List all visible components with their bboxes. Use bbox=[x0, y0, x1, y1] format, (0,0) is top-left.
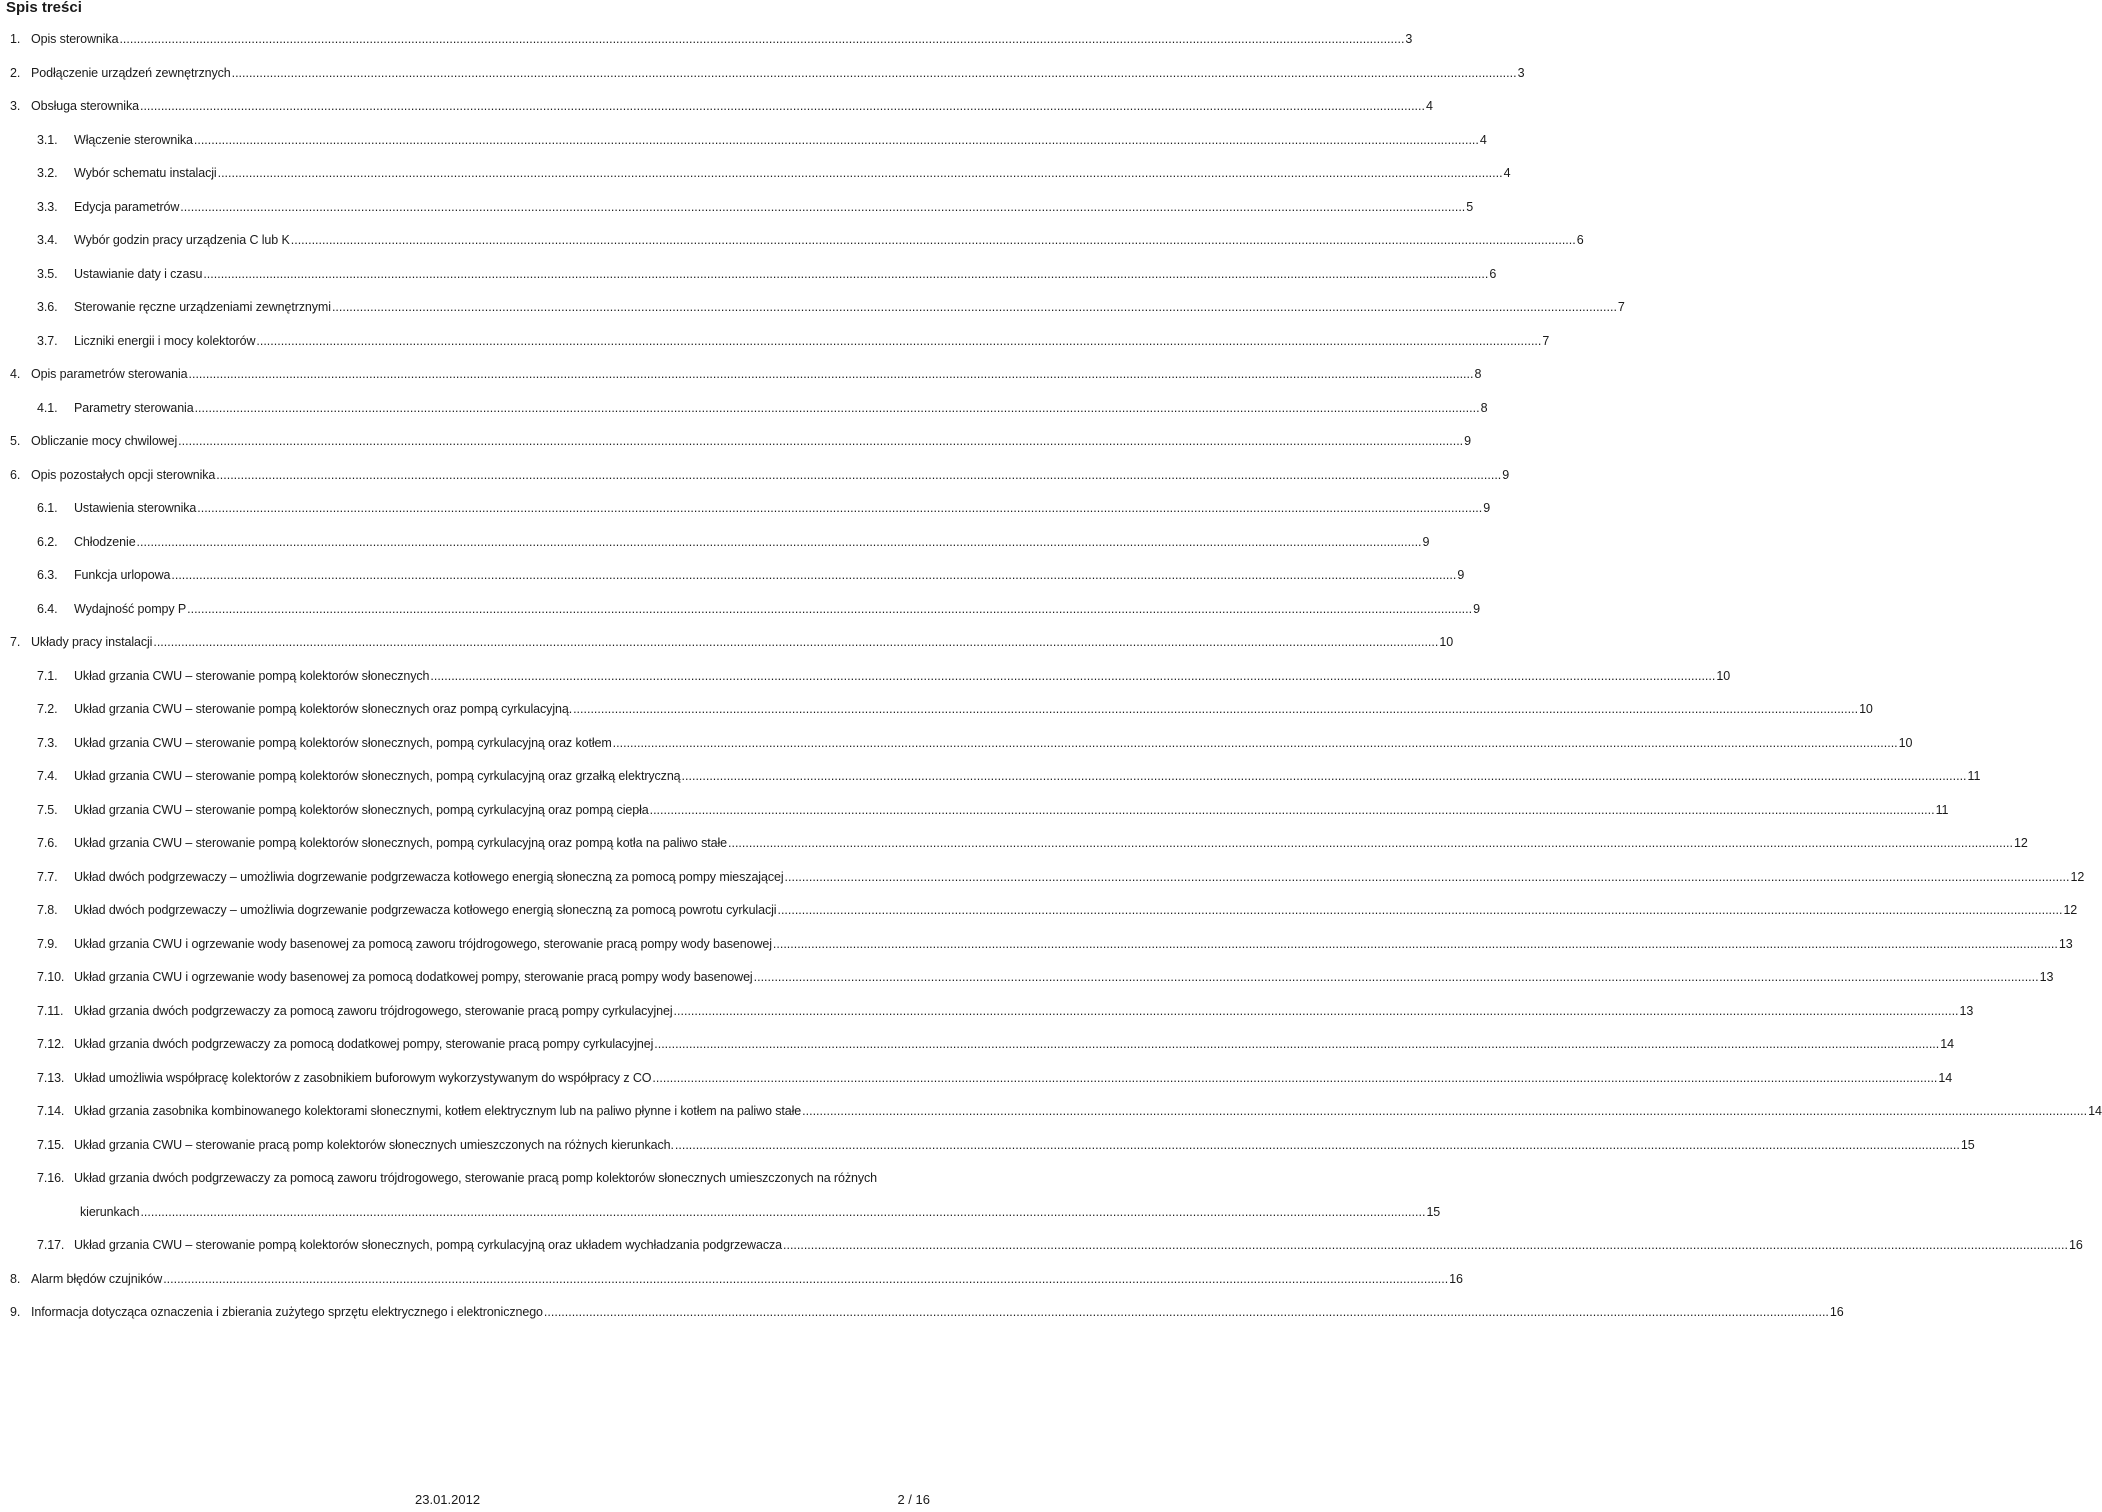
toc-entry-page: 3 bbox=[1405, 32, 1413, 46]
toc-entry-line bbox=[37, 735, 1913, 756]
toc-entry-continuation-line bbox=[80, 1204, 1441, 1225]
toc-dot-leader bbox=[773, 937, 2058, 951]
toc-entry-number: 6.4. bbox=[37, 601, 58, 616]
toc-entry-label[interactable]: Funkcja urlopowa bbox=[74, 568, 171, 582]
toc-entry-label[interactable]: Układ grzania CWU – sterowanie pompą kolektorów słonecznych, pompą cyrkulacyjną oraz kotłem bbox=[74, 735, 612, 750]
toc-entry[interactable] bbox=[0, 696, 1873, 730]
toc-entry-line bbox=[37, 300, 1625, 320]
toc-entry-line bbox=[37, 233, 1584, 253]
toc-dot-leader bbox=[785, 870, 2070, 884]
toc-entry-line bbox=[10, 467, 1510, 488]
toc-dot-leader bbox=[180, 200, 1465, 214]
toc-entry-line bbox=[10, 65, 1525, 86]
toc-entry-page: 5 bbox=[1466, 199, 1474, 214]
toc-entry-page: 15 bbox=[1426, 1204, 1441, 1219]
toc-entry[interactable] bbox=[0, 160, 1511, 194]
toc-entry[interactable] bbox=[0, 931, 2073, 965]
toc-entry-label[interactable]: Układ grzania CWU i ogrzewanie wody basenowej za pomocą dodatkowej pompy, sterowanie pracą pompy wody basenowej bbox=[74, 970, 753, 984]
toc-entry-number: 7.15. bbox=[37, 1137, 65, 1152]
toc-entry-line bbox=[37, 802, 1949, 823]
toc-entry-number: 7.7. bbox=[37, 869, 58, 884]
toc-entry-page: 13 bbox=[2039, 970, 2054, 984]
toc-entry-line bbox=[37, 400, 1488, 421]
toc-entry-number: 7.3. bbox=[37, 735, 58, 750]
toc-entry-number: 7.9. bbox=[37, 936, 58, 951]
toc-entry-label[interactable]: Alarm błędów czujników bbox=[31, 1271, 163, 1286]
toc-dot-leader bbox=[675, 1138, 1960, 1152]
toc-entry[interactable] bbox=[0, 1165, 1441, 1232]
toc-entry[interactable] bbox=[0, 730, 1913, 764]
toc-entry-page: 10 bbox=[1439, 635, 1454, 649]
toc-entry-page: 11 bbox=[1967, 769, 1981, 783]
toc-entry-label[interactable]: Układ grzania CWU i ogrzewanie wody basenowej za pomocą zaworu trójdrogowego, sterowanie pracą pompy wody basenowej bbox=[74, 936, 772, 951]
toc-dot-leader bbox=[189, 367, 1474, 381]
toc-entry-page: 16 bbox=[2068, 1238, 2083, 1252]
toc-entry-line bbox=[10, 367, 1482, 387]
toc-entry-number: 6.1. bbox=[37, 501, 58, 515]
toc-entry-page: 6 bbox=[1576, 233, 1584, 247]
toc-entry-number: 7.1. bbox=[37, 668, 58, 683]
toc-entry-page: 4 bbox=[1503, 166, 1511, 180]
toc-entry[interactable] bbox=[0, 194, 1474, 228]
toc-entry[interactable] bbox=[0, 663, 1731, 697]
toc-entry-page: 14 bbox=[1940, 1037, 1954, 1051]
toc-entry-label[interactable]: Ustawianie daty i czasu bbox=[74, 266, 203, 281]
toc-dot-leader bbox=[332, 300, 1617, 314]
toc-entry-number: 6.3. bbox=[37, 568, 58, 582]
toc-entry-label[interactable]: Układ grzania CWU – sterowanie pracą pomp kolektorów słonecznych umieszczonych na różnych kierunkach. bbox=[74, 1137, 674, 1152]
toc-entry-line bbox=[37, 333, 1550, 354]
toc-entry-label[interactable]: Wybór schematu instalacji bbox=[74, 166, 217, 180]
toc-entry-number: 3.2. bbox=[37, 166, 58, 180]
toc-entry-number: 3.4. bbox=[37, 233, 58, 247]
toc-entry-line bbox=[37, 1238, 2083, 1258]
footer-date: 23.01.2012 bbox=[415, 1492, 481, 1507]
toc-entry-line bbox=[37, 501, 1491, 521]
toc-entry[interactable] bbox=[0, 328, 1550, 362]
toc-dot-leader bbox=[754, 970, 2039, 984]
toc-entry-label[interactable]: Układ grzania CWU – sterowanie pompą kolektorów słonecznych, pompą cyrkulacyjną oraz pompą ciepła bbox=[74, 802, 649, 817]
toc-dot-leader bbox=[650, 803, 1935, 817]
toc-entry[interactable] bbox=[0, 294, 1625, 328]
toc-entry-number: 7. bbox=[10, 635, 21, 649]
toc-entry[interactable] bbox=[0, 562, 1465, 596]
toc-entry[interactable] bbox=[0, 462, 1510, 496]
toc-entry-page: 9 bbox=[1473, 601, 1480, 616]
toc-entry-line bbox=[37, 166, 1511, 186]
toc-entry-label[interactable]: Liczniki energii i mocy kolektorów bbox=[74, 333, 256, 348]
toc-entry-line bbox=[10, 635, 1454, 655]
toc-entry-line bbox=[37, 601, 1480, 622]
toc-entry-label[interactable]: Układ grzania CWU – sterowanie pompą kolektorów słonecznych bbox=[74, 668, 430, 683]
toc-entry[interactable] bbox=[0, 1266, 1463, 1300]
toc-entry-line bbox=[37, 1104, 2102, 1124]
toc-entry-number: 7.6. bbox=[37, 836, 58, 850]
toc-entry[interactable] bbox=[0, 261, 1497, 295]
toc-entry-line bbox=[37, 534, 1430, 555]
toc-entry-number: 7.11. bbox=[37, 1003, 64, 1018]
toc-entry[interactable] bbox=[0, 1098, 2102, 1132]
toc-entry-line bbox=[37, 936, 2073, 957]
toc-entry-page: 12 bbox=[2014, 836, 2028, 850]
toc-dot-leader bbox=[203, 267, 1488, 281]
toc-dot-leader bbox=[153, 635, 1438, 649]
toc-entry[interactable] bbox=[0, 428, 1472, 462]
toc-entry-label-continuation[interactable]: kierunkach bbox=[80, 1204, 140, 1219]
toc-dot-leader bbox=[783, 1238, 2068, 1252]
toc-entry[interactable] bbox=[0, 60, 1525, 94]
toc-entry-page: 6 bbox=[1489, 266, 1497, 281]
toc-entry-label[interactable]: Układ grzania CWU – sterowanie pompą kolektorów słonecznych oraz pompą cyrkulacyjną. bbox=[74, 702, 573, 716]
toc-entry-line bbox=[37, 702, 1873, 722]
toc-entry[interactable] bbox=[0, 1132, 1975, 1166]
toc-entry-label[interactable]: Ustawienia sterownika bbox=[74, 501, 197, 515]
toc-entry-line bbox=[37, 1003, 1974, 1024]
toc-dot-leader bbox=[195, 401, 1480, 415]
toc-entry[interactable] bbox=[0, 864, 2085, 898]
toc-entry-number: 7.10. bbox=[37, 970, 65, 984]
toc-entry-number: 3.7. bbox=[37, 333, 58, 348]
toc-entry[interactable] bbox=[0, 227, 1584, 261]
toc-dot-leader bbox=[802, 1104, 2087, 1118]
toc-entry[interactable] bbox=[0, 964, 2054, 998]
toc-entry-label[interactable]: Układ grzania CWU – sterowanie pompą kolektorów słonecznych, pompą cyrkulacyjną oraz układem wychładzania podgrzewacza bbox=[74, 1238, 782, 1252]
toc-entry-line bbox=[37, 568, 1465, 588]
toc-entry[interactable] bbox=[0, 830, 2028, 864]
toc-dot-leader bbox=[178, 434, 1463, 448]
toc-entry-line bbox=[10, 32, 1413, 52]
toc-entry-number: 5. bbox=[10, 434, 21, 448]
toc-entry-page: 3 bbox=[1517, 65, 1525, 80]
toc-entry[interactable] bbox=[0, 1299, 1844, 1333]
toc-entry-line bbox=[37, 199, 1474, 220]
toc-entry-label[interactable]: Układ dwóch podgrzewaczy – umożliwia dogrzewanie podgrzewacza kotłowego energią słoneczną za pomocą powrotu cyrkulacji bbox=[74, 903, 777, 917]
toc-entry[interactable] bbox=[0, 529, 1430, 563]
toc-dot-leader bbox=[171, 568, 1456, 582]
toc-entry-label[interactable]: Układ dwóch podgrzewaczy – umożliwia dogrzewanie podgrzewacza kotłowego energią słoneczną za pomocą pompy mieszającej bbox=[74, 869, 784, 884]
toc-entry-page: 13 bbox=[1959, 1003, 1974, 1018]
toc-entry-label[interactable]: Informacja dotycząca oznaczenia i zbierania zużytego sprzętu elektrycznego i elektronicznego bbox=[31, 1305, 543, 1319]
toc-entry-label[interactable]: Wybór godzin pracy urządzenia C lub K bbox=[74, 233, 290, 247]
toc-entry[interactable] bbox=[0, 361, 1482, 395]
toc-entry[interactable] bbox=[0, 26, 1413, 60]
toc-dot-leader bbox=[216, 468, 1501, 482]
toc-entry[interactable] bbox=[0, 763, 1981, 797]
toc-entry-page: 8 bbox=[1474, 367, 1482, 381]
toc-entry-number: 7.14. bbox=[37, 1104, 65, 1118]
toc-entry-line bbox=[37, 903, 2078, 923]
toc-entry-label[interactable]: Układ grzania CWU – sterowanie pompą kolektorów słonecznych, pompą cyrkulacyjną oraz grzałką elektryczną bbox=[74, 769, 681, 783]
toc-entry-number: 7.2. bbox=[37, 702, 58, 716]
toc-entry[interactable] bbox=[0, 1031, 1954, 1065]
toc-entry[interactable] bbox=[0, 629, 1454, 663]
toc-entry-label[interactable]: Podłączenie urządzeń zewnętrznych bbox=[31, 65, 231, 80]
toc-entry-number: 6.2. bbox=[37, 534, 58, 549]
toc-dot-leader bbox=[137, 535, 1422, 549]
toc-entry[interactable] bbox=[0, 1065, 1953, 1099]
toc-dot-leader bbox=[119, 32, 1404, 46]
toc-entry-page: 7 bbox=[1542, 333, 1550, 348]
toc-entry-page: 11 bbox=[1935, 802, 1949, 817]
toc-entry-line bbox=[37, 1037, 1954, 1057]
toc-entry-number: 7.5. bbox=[37, 802, 58, 817]
toc-dot-leader bbox=[194, 133, 1479, 147]
toc-entry-label[interactable]: Edycja parametrów bbox=[74, 199, 180, 214]
toc-entry[interactable] bbox=[0, 1232, 2083, 1266]
toc-entry-line bbox=[10, 99, 1433, 119]
toc-dot-leader bbox=[652, 1071, 1937, 1085]
toc-dot-leader bbox=[163, 1272, 1448, 1286]
toc-entry-number: 7.16. bbox=[37, 1171, 65, 1185]
toc-dot-leader bbox=[544, 1305, 1829, 1319]
toc-entry-line bbox=[10, 1305, 1844, 1325]
toc-entry-line bbox=[37, 836, 2028, 856]
toc-dot-leader bbox=[197, 501, 1482, 515]
toc-entry-label[interactable]: Układy pracy instalacji bbox=[31, 635, 153, 649]
toc-entry-number: 7.8. bbox=[37, 903, 58, 917]
toc-entry-label[interactable]: Włączenie sterownika bbox=[74, 132, 193, 147]
toc-dot-leader bbox=[140, 1205, 1425, 1219]
toc-dot-leader bbox=[654, 1037, 1939, 1051]
toc-entry-label[interactable]: Opis parametrów sterowania bbox=[31, 367, 188, 381]
toc-entry-page: 14 bbox=[1938, 1070, 1953, 1085]
toc-entry-number: 3.3. bbox=[37, 199, 58, 214]
toc-entry-page: 14 bbox=[2088, 1104, 2102, 1118]
toc-entry-line bbox=[37, 1137, 1975, 1158]
toc-entry-line bbox=[37, 1070, 1953, 1091]
toc-entry-label[interactable]: Układ grzania dwóch podgrzewaczy za pomocą zaworu trójdrogowego, sterowanie pracą pompy cyrkulacyjnej bbox=[74, 1003, 673, 1018]
toc-entry-number: 3.1. bbox=[37, 132, 58, 147]
toc-dot-leader bbox=[232, 66, 1517, 80]
toc-entry-label[interactable]: Chłodzenie bbox=[74, 534, 136, 549]
toc-entry-page: 15 bbox=[1960, 1137, 1975, 1152]
toc-entry-line bbox=[37, 266, 1497, 287]
toc-entry-page: 10 bbox=[1898, 735, 1913, 750]
toc-entry-label[interactable]: Układ grzania CWU – sterowanie pompą kolektorów słonecznych, pompą cyrkulacyjną oraz pompą kotła na paliwo stałe bbox=[74, 836, 728, 850]
toc-entry-label[interactable]: Układ grzania dwóch podgrzewaczy za pomocą zaworu trójdrogowego, sterowanie pracą pomp kolektorów słonecznych umieszczonych na różnych bbox=[74, 1171, 877, 1185]
toc-entry[interactable] bbox=[0, 797, 1949, 831]
toc-entry-page: 4 bbox=[1479, 132, 1487, 147]
toc-entry[interactable] bbox=[0, 93, 1433, 127]
toc-entry-page: 16 bbox=[1829, 1305, 1844, 1319]
toc-entry-page: 4 bbox=[1425, 99, 1433, 113]
toc-entry-number: 7.4. bbox=[37, 769, 58, 783]
toc-dot-leader bbox=[674, 1004, 1959, 1018]
toc-entry-page: 8 bbox=[1480, 400, 1488, 415]
toc-entry[interactable] bbox=[0, 897, 2078, 931]
toc-entry-number: 7.13. bbox=[37, 1070, 65, 1085]
toc-entry-page: 9 bbox=[1422, 534, 1430, 549]
toc-entry-line bbox=[37, 869, 2085, 890]
toc-entry-line bbox=[37, 1171, 929, 1191]
toc-entry-number: 3. bbox=[10, 99, 21, 113]
toc-entry-page: 10 bbox=[1859, 702, 1873, 716]
toc-dot-leader bbox=[187, 602, 1472, 616]
toc-entry-page: 10 bbox=[1716, 668, 1731, 683]
toc-dot-leader bbox=[291, 233, 1576, 247]
toc-entry-page: 9 bbox=[1483, 501, 1491, 515]
toc-entry-number: 3.5. bbox=[37, 266, 58, 281]
toc-dot-leader bbox=[682, 769, 1967, 783]
toc-entry-page: 13 bbox=[2058, 936, 2073, 951]
toc-entry[interactable] bbox=[0, 495, 1491, 529]
toc-entry-number: 9. bbox=[10, 1305, 21, 1319]
toc-entry-label[interactable]: Wydajność pompy P bbox=[74, 601, 187, 616]
toc-entry-page: 9 bbox=[1464, 434, 1472, 448]
toc-entry-page: 12 bbox=[2070, 869, 2085, 884]
toc-entry-page: 7 bbox=[1617, 300, 1625, 314]
toc-entry-label[interactable]: Parametry sterowania bbox=[74, 400, 194, 415]
toc-entry-label[interactable]: Układ grzania zasobnika kombinowanego kolektorami słonecznymi, kotłem elektrycznym lub na paliwo płynne i kotłem na paliwo stałe bbox=[74, 1104, 802, 1118]
toc-entry[interactable] bbox=[0, 596, 1480, 630]
toc-entry-page: 16 bbox=[1449, 1271, 1463, 1286]
toc-entry[interactable] bbox=[0, 127, 1487, 161]
toc-entry-label[interactable]: Obsługa sterownika bbox=[31, 99, 139, 113]
toc-dot-leader bbox=[777, 903, 2062, 917]
toc-entry-line bbox=[37, 769, 1981, 789]
toc-entry-number: 7.12. bbox=[37, 1037, 65, 1051]
toc-entry-label[interactable]: Opis pozostałych opcji sterownika bbox=[31, 467, 216, 482]
toc-entry-page: 9 bbox=[1457, 568, 1465, 582]
toc-entry-page: 12 bbox=[2063, 903, 2078, 917]
toc-entry-label[interactable]: Opis sterownika bbox=[31, 32, 119, 46]
toc-entry-line bbox=[37, 668, 1731, 689]
toc-entry-line bbox=[37, 970, 2054, 990]
toc-dot-leader bbox=[140, 99, 1425, 113]
toc-entry[interactable] bbox=[0, 395, 1488, 429]
toc-entry-label[interactable]: Sterowanie ręczne urządzeniami zewnętrznymi bbox=[74, 300, 331, 314]
toc-entry-number: 1. bbox=[10, 32, 21, 46]
toc-entry[interactable] bbox=[0, 998, 1974, 1032]
toc-entry-number: 3.6. bbox=[37, 300, 58, 314]
toc-entry-number: 6. bbox=[10, 467, 21, 482]
table-of-contents bbox=[0, 26, 2102, 1333]
toc-dot-leader bbox=[218, 166, 1503, 180]
toc-entry-number: 4.1. bbox=[37, 400, 58, 415]
toc-entry-label[interactable]: Układ grzania dwóch podgrzewaczy za pomocą dodatkowej pompy, sterowanie pracą pompy cyrkulacyjnej bbox=[74, 1037, 654, 1051]
toc-dot-leader bbox=[430, 669, 1715, 683]
toc-entry-number: 8. bbox=[10, 1271, 21, 1286]
toc-entry-line bbox=[10, 434, 1472, 454]
toc-entry-number: 2. bbox=[10, 65, 21, 80]
toc-dot-leader bbox=[613, 736, 1898, 750]
toc-dot-leader bbox=[256, 334, 1541, 348]
toc-entry-page: 9 bbox=[1502, 467, 1510, 482]
toc-entry-label[interactable]: Układ umożliwia współpracę kolektorów z zasobnikiem buforowym wykorzystywanym do współpracy z CO bbox=[74, 1070, 652, 1085]
toc-entry-number: 7.17. bbox=[37, 1238, 65, 1252]
toc-entry-number: 4. bbox=[10, 367, 21, 381]
toc-entry-line bbox=[10, 1271, 1463, 1292]
footer-page-number: 2 / 16 bbox=[897, 1492, 930, 1507]
toc-entry-line bbox=[37, 132, 1487, 153]
toc-dot-leader bbox=[728, 836, 2013, 850]
toc-title: Spis treści bbox=[6, 0, 82, 16]
toc-entry-label[interactable]: Obliczanie mocy chwilowej bbox=[31, 434, 178, 448]
toc-dot-leader bbox=[573, 702, 1858, 716]
